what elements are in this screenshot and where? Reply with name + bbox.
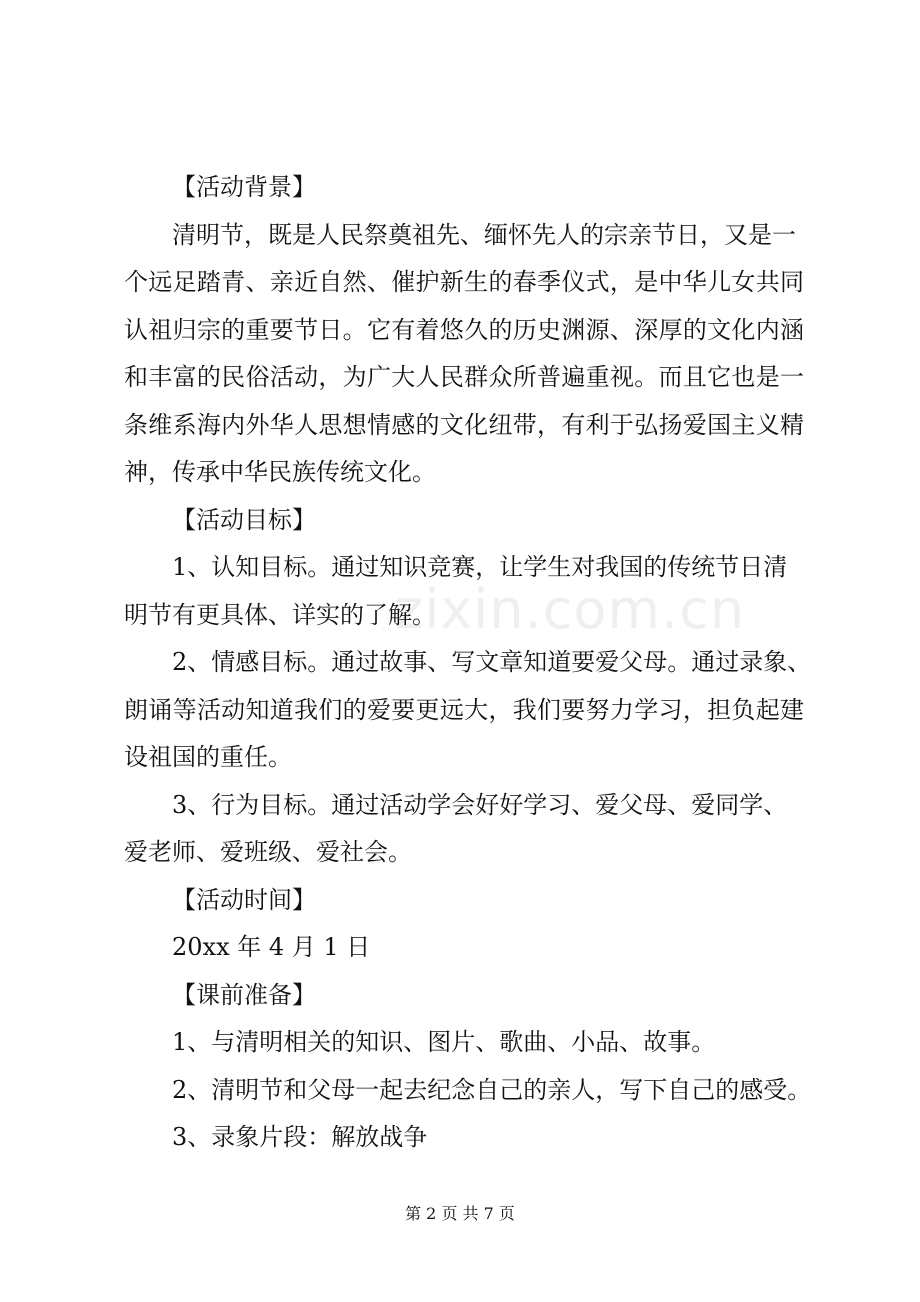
heading-goals: 【活动目标】: [172, 505, 316, 534]
background-line-4: 和丰富的民俗活动，为广大人民群众所普遍重视。而且它也是一: [124, 363, 804, 391]
goal2-line-2: 朗诵等活动知道我们的爱要更远大，我们要努力学习，担负起建: [124, 695, 804, 724]
goal2-line-3: 设祖国的重任。: [124, 743, 292, 771]
heading-time: 【活动时间】: [172, 885, 316, 914]
document-body: [124, 164, 812, 1162]
watermark: zixin.com.cn: [395, 578, 746, 641]
background-line-1: 清明节，既是人民祭奠祖先、缅怀先人的宗亲节日，又是一: [172, 220, 796, 249]
prep-item-2: 2、清明节和父母一起去纪念自己的亲人，写下自己的感受。: [172, 1075, 812, 1104]
goal3-line-2: 爱老师、爱班级、爱社会。: [124, 838, 412, 866]
goal3-line-1: 3、行为目标。通过活动学会好好学习、爱父母、爱同学、: [172, 790, 788, 819]
background-line-3: 认祖归宗的重要节日。它有着悠久的历史渊源、深厚的文化内涵: [124, 315, 804, 344]
background-line-6: 神，传承中华民族传统文化。: [124, 458, 436, 486]
prep-item-3: 3、录象片段：解放战争: [172, 1123, 428, 1151]
background-line-2: 个远足踏青、亲近自然、催护新生的春季仪式，是中华儿女共同: [124, 268, 804, 296]
goal2-line-1: 2、情感目标。通过故事、写文章知道要爱父母。通过录象、: [172, 648, 812, 676]
prep-item-1: 1、与清明相关的知识、图片、歌曲、小品、故事。: [172, 1028, 716, 1056]
background-line-5: 条维系海内外华人思想情感的文化纽带，有利于弘扬爱国主义精: [124, 410, 804, 439]
goal1-line-2: 明节有更具体、详实的了解。: [124, 600, 436, 629]
page-footer: 第 2 页 共 7 页: [405, 1204, 515, 1223]
heading-prep: 【课前准备】: [172, 980, 316, 1009]
heading-background: 【活动背景】: [172, 173, 316, 201]
time-value: 20xx 年 4 月 1 日: [172, 933, 371, 961]
goal1-line-1: 1、认知目标。通过知识竞赛，让学生对我国的传统节日清: [172, 553, 788, 581]
